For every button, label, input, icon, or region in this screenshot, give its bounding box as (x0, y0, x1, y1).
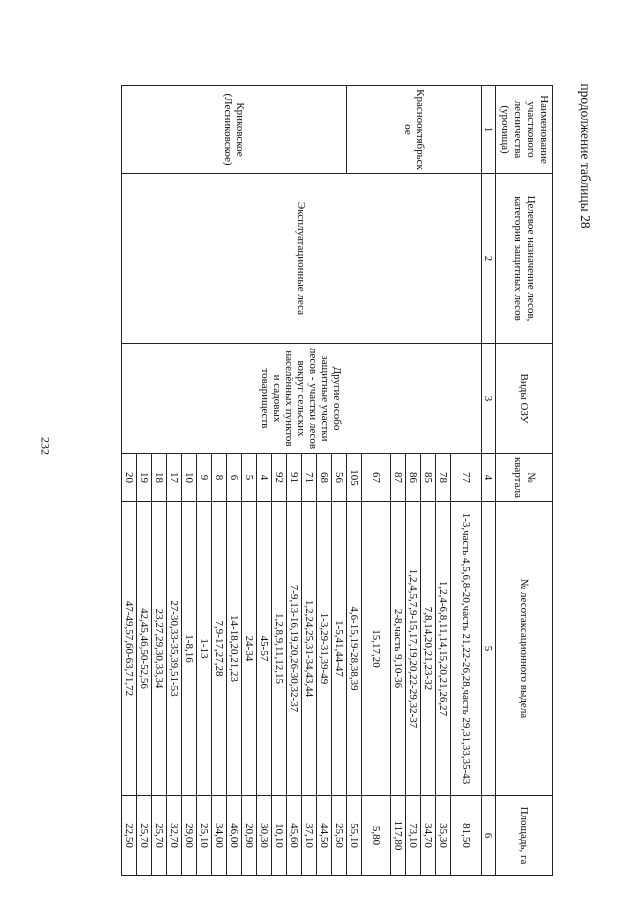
table-continuation-title: продолжение таблицы 28 (578, 83, 593, 229)
column-number-row (482, 86, 496, 876)
quarter-cell: 8 (212, 454, 227, 502)
quarter-cell: 19 (137, 454, 152, 502)
column-number: 1 (482, 86, 496, 174)
plots-cell: 14-18,20,21,23 (227, 502, 242, 796)
forestry-name-1: Краснооктябрьск ое (347, 86, 482, 174)
header-plots: № лесотаксационного выдела (496, 502, 553, 796)
area-cell: 22,50 (122, 796, 137, 876)
header-purpose: Целевое назначение лесов, категория защитных лесов (496, 174, 553, 344)
plots-cell: 7,9-17,27,28 (212, 502, 227, 796)
area-cell: 81,50 (451, 796, 482, 876)
plots-cell: 1,2,4,5,7,9-15,17,19,20,22-29,32-37 (406, 502, 421, 796)
quarter-cell: 67 (362, 454, 391, 502)
plots-cell: 1-5,41,44-47 (332, 502, 347, 796)
quarter-cell: 18 (152, 454, 167, 502)
quarter-cell: 4 (257, 454, 272, 502)
plots-cell: 27-30,33-35,39,51-53 (167, 502, 182, 796)
area-cell: 37,10 (302, 796, 317, 876)
area-cell: 20,90 (242, 796, 257, 876)
page-number: 232 (38, 437, 53, 455)
plots-cell: 1,2,24,25,31-34,43,44 (302, 502, 317, 796)
quarter-cell: 9 (197, 454, 212, 502)
area-cell: 46,00 (227, 796, 242, 876)
area-cell: 30,30 (257, 796, 272, 876)
quarter-cell: 87 (391, 454, 406, 502)
area-cell: 25,10 (197, 796, 212, 876)
header-area: Площадь, га (496, 796, 553, 876)
quarter-cell: 78 (436, 454, 451, 502)
quarter-cell: 5 (242, 454, 257, 502)
plots-cell: 7,8,14,20,21,23-32 (421, 502, 436, 796)
plots-cell: 1,2,4-6,8,11,14,15,20,21,26,27 (436, 502, 451, 796)
area-cell: 32,70 (167, 796, 182, 876)
quarter-cell: 6 (227, 454, 242, 502)
column-number: 5 (482, 502, 496, 796)
column-number: 6 (482, 796, 496, 876)
header-forestry: Наименование участкового лесничества (урочища) (496, 86, 553, 174)
plots-cell: 4,6-15,19-28,38,39 (347, 502, 362, 796)
quarter-cell: 85 (421, 454, 436, 502)
header-ozu-type: Виды ОЗУ (496, 344, 553, 454)
plots-cell: 1,2,8,9,11,12,15 (272, 502, 287, 796)
area-cell: 45,60 (287, 796, 302, 876)
column-number: 4 (482, 454, 496, 502)
area-cell: 44,50 (317, 796, 332, 876)
plots-cell: 1-13 (197, 502, 212, 796)
plots-cell: 23,27,29,30,33,34 (152, 502, 167, 796)
forestry-name-2: Криковское (Лесниковское) (122, 86, 347, 174)
quarter-cell: 71 (302, 454, 317, 502)
area-cell: 73,10 (406, 796, 421, 876)
area-cell: 25,70 (152, 796, 167, 876)
purpose-cell: Эксплуатационные леса (122, 174, 482, 344)
plots-cell: 7-9,13-16,19,20,26-30,32-37 (287, 502, 302, 796)
area-cell: 25,50 (332, 796, 347, 876)
area-cell: 35,30 (436, 796, 451, 876)
area-cell: 117,80 (391, 796, 406, 876)
area-cell: 5,80 (362, 796, 391, 876)
quarter-cell: 20 (122, 454, 137, 502)
quarter-cell: 56 (332, 454, 347, 502)
area-cell: 34,00 (212, 796, 227, 876)
plots-cell: 24-34 (242, 502, 257, 796)
quarter-cell: 91 (287, 454, 302, 502)
plots-cell: 15,17,20 (362, 502, 391, 796)
area-cell: 10,10 (272, 796, 287, 876)
plots-cell: 42,45,46,50-52,56 (137, 502, 152, 796)
quarter-cell: 68 (317, 454, 332, 502)
column-number: 3 (482, 344, 496, 454)
quarter-cell: 86 (406, 454, 421, 502)
quarter-cell: 17 (167, 454, 182, 502)
quarter-cell: 77 (451, 454, 482, 502)
forest-table (121, 85, 553, 876)
plots-cell: 47-49,57,60-63,71,72 (122, 502, 137, 796)
forest-table-sheet (78, 85, 553, 875)
table-header-row (496, 86, 553, 876)
plots-cell: 1-3,29-31,39-49 (317, 502, 332, 796)
plots-cell: 45-57 (257, 502, 272, 796)
area-cell: 29,00 (182, 796, 197, 876)
area-cell: 34,70 (421, 796, 436, 876)
quarter-cell: 105 (347, 454, 362, 502)
column-number: 2 (482, 174, 496, 344)
table-row (451, 86, 482, 876)
ozu-type-cell: Другие особо защитные участки лесов - участки лесов вокруг сельских населённых пунктов и садовых товариществ (122, 344, 482, 454)
plots-cell: 1-8,16 (182, 502, 197, 796)
plots-cell: 1-3,часть 4,5,6,8-20,часть 21,22-26,28,часть 29,31,33,35-43 (451, 502, 482, 796)
area-cell: 55,10 (347, 796, 362, 876)
header-quarter: № квартала (496, 454, 553, 502)
plots-cell: 2-8,часть 9,10-36 (391, 502, 406, 796)
quarter-cell: 10 (182, 454, 197, 502)
area-cell: 25,70 (137, 796, 152, 876)
quarter-cell: 92 (272, 454, 287, 502)
